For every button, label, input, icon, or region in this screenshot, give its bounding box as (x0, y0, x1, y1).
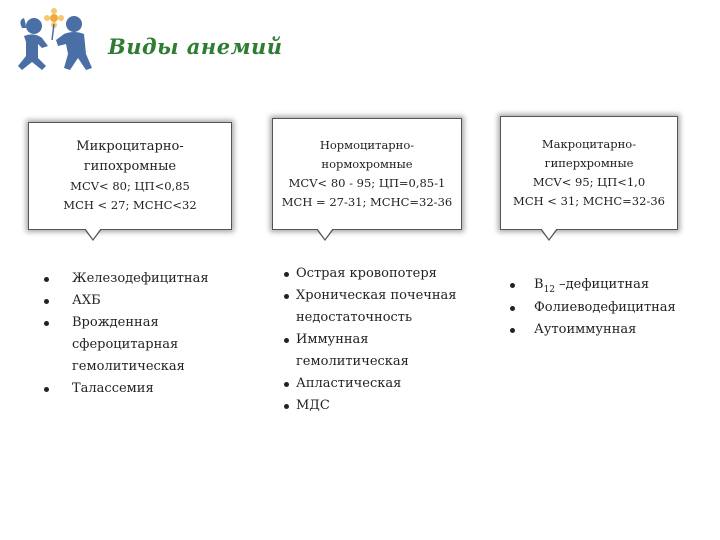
callout-pointer (316, 229, 334, 241)
header-line: MCV< 95; ЦП<1,0 (532, 175, 646, 189)
list-item (284, 285, 484, 329)
b12-rest: –дефицитная (555, 277, 650, 292)
list-item-text: Апластическая (296, 376, 402, 391)
callout-pointer (540, 229, 558, 241)
list-item (284, 263, 484, 285)
header-line: Микроцитарно- (76, 139, 184, 154)
normocytic-list (284, 263, 484, 417)
normocytic-header-box (272, 118, 462, 230)
list-item (284, 373, 484, 395)
list-item (284, 395, 484, 417)
microcytic-header-box (28, 122, 232, 230)
header-line: MCV< 80 - 95; ЦП=0,85-1 (288, 176, 446, 190)
b12-letter: B (534, 277, 544, 292)
list-item (44, 290, 244, 312)
header-line: MCH < 31; MCHC=32-36 (513, 194, 665, 208)
b12-subscript: 12 (543, 285, 556, 295)
list-item-text: Талассемия (72, 381, 154, 396)
list-item-text: Хроническая почечная (296, 288, 457, 303)
list-item-text: недостаточность (296, 310, 413, 325)
b12-label (534, 277, 650, 295)
list-item (44, 268, 244, 290)
header-line: MCH < 27; MCHC<32 (63, 198, 197, 212)
callout-pointer (84, 229, 102, 241)
list-item-text: сфероцитарная (72, 337, 179, 352)
list-item-text: АХБ (72, 293, 101, 308)
header-line: MCV< 80; ЦП<0,85 (70, 179, 190, 193)
header-line: гиперхромные (544, 156, 634, 170)
list-item-text: МДС (296, 398, 330, 413)
children-with-flower-icon (12, 6, 98, 76)
list-item-text: Врожденная (72, 315, 159, 330)
header-line: нормохромные (321, 157, 413, 171)
list-item (510, 297, 700, 319)
list-item-text: Фолиеводефицитная (534, 300, 676, 315)
header-line: Макроцитарно- (541, 137, 637, 151)
list-item-text: гемолитическая (72, 359, 185, 374)
macrocytic-header-box (500, 116, 678, 230)
list-item-text: Иммунная (296, 332, 369, 347)
header-line: гипохромные (83, 159, 177, 174)
list-item (44, 378, 244, 400)
list-item-text: гемолитическая (296, 354, 409, 369)
list-item (510, 274, 700, 297)
header-line: Нормоцитарно- (319, 138, 415, 152)
list-item-text: Острая кровопотеря (296, 266, 437, 281)
list-item-text: Железодефицитная (72, 271, 209, 286)
list-item (284, 329, 484, 373)
page-title: Виды анемий (108, 34, 283, 59)
list-item (510, 319, 700, 341)
list-item-text: Аутоиммунная (534, 322, 637, 337)
header-line: MCH = 27-31; MCHC=32-36 (281, 195, 453, 209)
microcytic-list (44, 268, 244, 400)
macrocytic-list (510, 274, 700, 341)
list-item (44, 312, 244, 378)
